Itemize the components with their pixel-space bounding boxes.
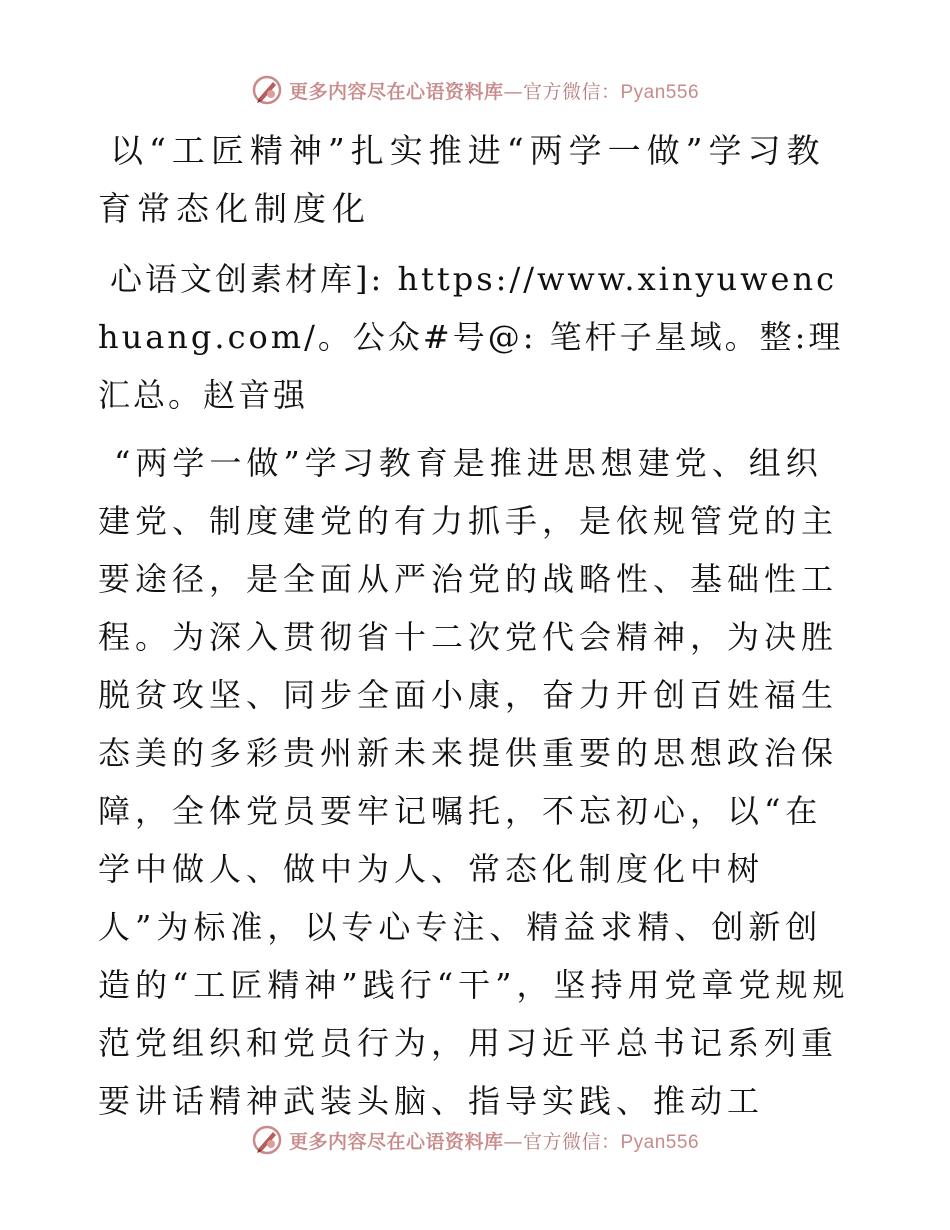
watermark-dash: —	[503, 80, 523, 103]
watermark-wechat-label: 官方微信：	[522, 1130, 621, 1153]
source-line	[98, 250, 858, 424]
watermark-dash: —	[503, 1130, 523, 1153]
document-body	[98, 122, 858, 1130]
pen-logo-icon	[251, 1124, 283, 1156]
pen-logo-icon	[251, 74, 283, 106]
watermark-wechat-account: Pyan556	[620, 1131, 700, 1153]
header-watermark	[0, 70, 950, 110]
document-title: 以“工匠精神”扎实推进“两学一做”学习教育常态化制度化	[98, 131, 826, 228]
footer-watermark	[0, 1120, 950, 1160]
watermark-site-text: 更多内容尽在心语资料库	[288, 80, 504, 103]
watermark-wechat-account: Pyan556	[620, 81, 700, 103]
watermark-wechat-label: 官方微信：	[522, 80, 621, 103]
source-text: 心语文创素材库]: https://www.xinyuwenchuang.com/。公众#号@: 笔杆子星域。整:理汇总。赵音强	[98, 260, 844, 414]
watermark-site-text: 更多内容尽在心语资料库	[288, 1130, 504, 1153]
body-paragraph: “两学一做”学习教育是推进思想建党、组织建党、制度建党的有力抓手，是依规管党的主要途径，是全面从严治党的战略性、基础性工程。为深入贯彻省十二次党代会精神，为决胜脱贫攻坚、同步全面小康，奋力开创百姓福生态美的多彩贵州新未来提供重要的思想政治保障，全体党员要牢记嘱托，不忘初心，以“在学中做人、做中为人、常态化制度化中树人”为标准，以专心专注、精益求精、创新创造的“工匠精神”践行“干”，坚持用党章党规规范党组织和党员行为，用习近平总书记系列重要讲话精神武装头脑、指导实践、推动工	[98, 444, 850, 1120]
